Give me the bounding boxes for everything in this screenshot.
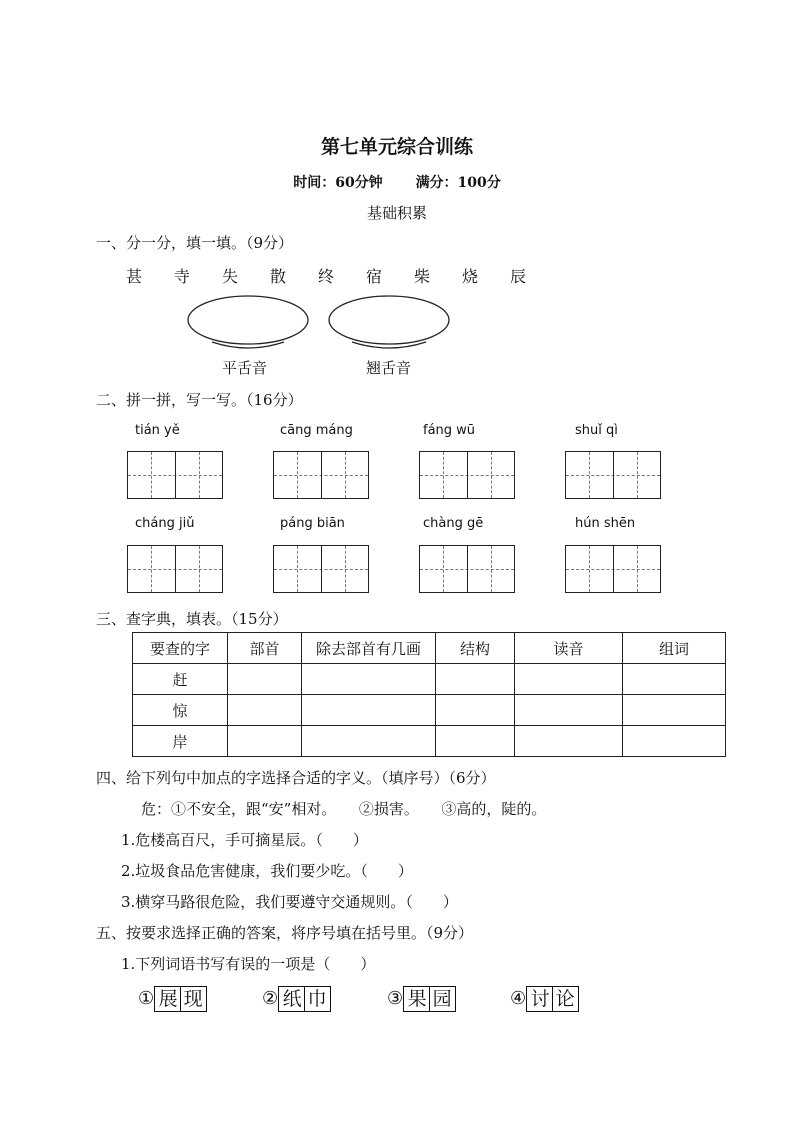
boxed-word: [526, 986, 579, 1012]
boxed-word: [154, 986, 207, 1012]
word-char: 论: [552, 987, 577, 1011]
pinyin-label: cāng máng: [280, 423, 353, 438]
boxed-word: [278, 986, 331, 1012]
q1-char: 烧: [462, 267, 479, 286]
answer-cell[interactable]: [515, 664, 623, 695]
pinyin-label: shuǐ qì: [575, 423, 618, 438]
q4-sentence-1[interactable]: 1.危楼高百尺，手可摘星辰。（ ）: [121, 831, 368, 849]
dictionary-table: [132, 632, 726, 757]
q1-char: 散: [270, 267, 287, 286]
q1-prompt: 一、分一分，填一填。（9分）: [96, 234, 294, 252]
q4-sentence-2[interactable]: 2.垃圾食品危害健康，我们要少吃。（ ）: [121, 862, 413, 880]
word-char: 巾: [304, 987, 329, 1011]
col-header: 部首: [228, 633, 302, 664]
writing-grid[interactable]: [127, 451, 223, 499]
option-2[interactable]: [262, 986, 331, 1012]
writing-grid[interactable]: [565, 545, 661, 593]
answer-cell[interactable]: [623, 695, 726, 726]
answer-cell[interactable]: [436, 726, 515, 757]
q1-char: 宿: [366, 267, 383, 286]
col-header: 除去部首有几画: [302, 633, 436, 664]
writing-grid[interactable]: [419, 451, 515, 499]
answer-cell[interactable]: [436, 695, 515, 726]
plate-left: [188, 296, 308, 348]
answer-cell[interactable]: [228, 726, 302, 757]
row-char: 惊: [133, 695, 228, 726]
q1-char: 终: [318, 267, 335, 286]
boxed-word: [403, 986, 456, 1012]
q1-char: 寺: [174, 267, 191, 286]
writing-grid[interactable]: [273, 545, 369, 593]
option-4[interactable]: [510, 986, 579, 1012]
plate-label-flat-tongue: 平舌音: [222, 359, 268, 377]
answer-cell[interactable]: [623, 726, 726, 757]
option-1[interactable]: [138, 986, 207, 1012]
table-row: [133, 695, 726, 726]
q3-prompt: 三、查字典，填表。（15分）: [96, 610, 288, 628]
word-char: 展: [158, 988, 178, 1010]
option-number: ③: [387, 988, 404, 1009]
q4-definitions: 危：①不安全，跟“安”相对。 ②损害。 ③高的，陡的。: [141, 800, 547, 818]
q4-prompt: 四、给下列句中加点的字选择合适的字义。（填序号）（6分）: [96, 769, 496, 787]
section-heading: 基础积累: [366, 204, 427, 222]
answer-cell[interactable]: [302, 664, 436, 695]
col-header: 读音: [515, 633, 623, 664]
page-title: 第七单元综合训练: [320, 136, 473, 158]
q1-char: 柴: [414, 267, 431, 286]
writing-grid[interactable]: [565, 451, 661, 499]
pinyin-label: páng biān: [280, 516, 345, 531]
word-char: 讨: [530, 988, 550, 1010]
q2-prompt: 二、拼一拼，写一写。（16分）: [96, 391, 303, 409]
word-char: 纸: [282, 988, 302, 1010]
answer-cell[interactable]: [228, 695, 302, 726]
table-header-row: [133, 633, 726, 664]
table-row: [133, 726, 726, 757]
q1-char: 辰: [510, 267, 527, 286]
writing-grid[interactable]: [127, 545, 223, 593]
q5-prompt: 五、按要求选择正确的答案，将序号填在括号里。（9分）: [96, 924, 474, 942]
table-row: [133, 664, 726, 695]
answer-cell[interactable]: [436, 664, 515, 695]
q5-sub-question-1[interactable]: 1.下列词语书写有误的一项是（ ）: [121, 955, 376, 973]
answer-cell[interactable]: [515, 726, 623, 757]
row-char: 岸: [133, 726, 228, 757]
exam-info: [0, 172, 794, 192]
pinyin-label: fáng wū: [423, 423, 476, 438]
word-char: 现: [180, 987, 205, 1011]
option-number: ④: [510, 988, 527, 1009]
col-header: 要查的字: [133, 633, 228, 664]
answer-cell[interactable]: [623, 664, 726, 695]
q1-char: 甚: [126, 267, 143, 286]
row-char: 赶: [133, 664, 228, 695]
full-score: 满分：100分: [415, 175, 501, 191]
q1-char-list: [126, 264, 558, 287]
pinyin-label: cháng jiǔ: [135, 516, 195, 531]
option-number: ①: [138, 988, 155, 1009]
pinyin-label: chàng gē: [423, 516, 484, 531]
writing-grid[interactable]: [273, 451, 369, 499]
writing-grid[interactable]: [419, 545, 515, 593]
pinyin-label: tián yě: [135, 423, 180, 438]
plate-right: [329, 296, 449, 348]
word-char: 园: [429, 987, 454, 1011]
col-header: 组词: [623, 633, 726, 664]
time-limit: 时间：60分钟: [293, 175, 383, 191]
q4-sentence-3[interactable]: 3.横穿马路很危险，我们要遵守交通规则。（ ）: [121, 893, 458, 911]
answer-cell[interactable]: [515, 695, 623, 726]
q1-char: 失: [222, 267, 239, 286]
answer-cell[interactable]: [302, 695, 436, 726]
plate-label-retroflex: 翘舌音: [366, 359, 412, 377]
option-number: ②: [262, 988, 279, 1009]
sorting-plates-illustration: [180, 292, 470, 362]
answer-cell[interactable]: [302, 726, 436, 757]
word-char: 果: [407, 988, 427, 1010]
pinyin-label: hún shēn: [575, 516, 636, 531]
col-header: 结构: [436, 633, 515, 664]
answer-cell[interactable]: [228, 664, 302, 695]
option-3[interactable]: [387, 986, 456, 1012]
